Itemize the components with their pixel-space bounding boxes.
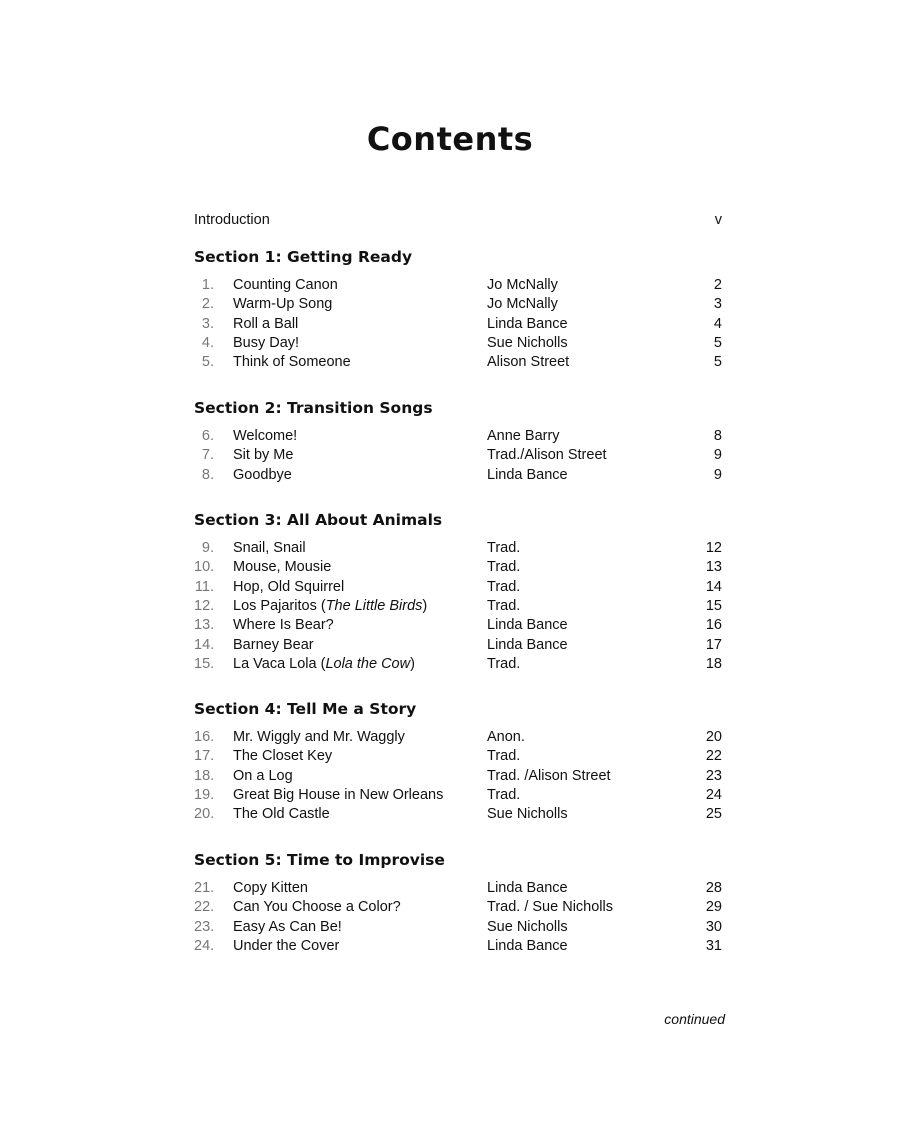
page-number: 29 [705, 899, 722, 916]
section-heading: Section 5: Time to Improvise [194, 851, 445, 869]
song-author: Linda Bance [487, 617, 568, 634]
song-author: Trad. [487, 597, 521, 614]
song-title-text: Los Pajaritos ( [233, 597, 326, 614]
song-number: 14. [194, 636, 215, 653]
song-number: 16. [194, 729, 215, 745]
introduction-page: v [714, 212, 722, 228]
page-number: 15 [705, 597, 722, 614]
song-title-end: ) [422, 597, 428, 614]
song-title-text: The Old Castle [233, 806, 330, 823]
song-number: 2. [201, 296, 214, 313]
song-author: Linda Bance [487, 880, 568, 896]
song-title [233, 445, 293, 465]
toc-row [194, 804, 722, 824]
song-title-translation: Lola the Cow [325, 655, 411, 672]
toc-row [194, 538, 722, 558]
song-number: 21. [194, 880, 215, 896]
song-title-text: Easy As Can Be! [233, 918, 342, 935]
song-title [233, 746, 332, 766]
song-author: Trad. [487, 655, 521, 672]
song-author: Trad. / Sue Nicholls [487, 899, 613, 916]
page-number: 20 [705, 729, 722, 745]
toc-row [194, 766, 722, 786]
page-number: 2 [713, 277, 722, 293]
song-title [233, 635, 314, 655]
song-title [233, 917, 342, 937]
song-title [233, 426, 297, 446]
song-title [233, 465, 292, 485]
song-title [233, 897, 401, 917]
toc-row [194, 465, 722, 485]
song-number: 11. [194, 578, 214, 595]
toc-row [194, 615, 722, 635]
song-title [233, 352, 351, 372]
toc-row [194, 727, 722, 747]
song-title [233, 314, 298, 334]
section-heading: Section 1: Getting Ready [194, 248, 413, 266]
song-author: Sue Nicholls [487, 334, 568, 351]
song-number: 19. [194, 786, 215, 803]
song-author: Trad. [487, 748, 521, 765]
page-number: 30 [705, 918, 722, 935]
song-title [233, 804, 330, 824]
song-number: 17. [194, 748, 215, 765]
page-number: 8 [713, 428, 722, 444]
song-title-text: Counting Canon [233, 277, 338, 293]
song-number: 5. [201, 354, 214, 371]
toc-row [194, 785, 722, 805]
song-title [233, 333, 299, 353]
song-author: Linda Bance [487, 636, 568, 653]
song-title [233, 654, 415, 674]
section-heading: Section 2: Transition Songs [194, 399, 433, 417]
song-title [233, 596, 427, 616]
song-author: Jo McNally [487, 296, 558, 313]
song-title [233, 766, 293, 786]
page-title: Contents [366, 120, 534, 158]
song-number: 9. [201, 540, 214, 556]
song-title [233, 615, 334, 635]
song-title [233, 936, 339, 956]
song-author: Sue Nicholls [487, 918, 568, 935]
song-author: Trad. [487, 786, 521, 803]
song-number: 24. [194, 937, 215, 954]
song-number: 15. [194, 655, 215, 672]
song-title-text: The Closet Key [233, 748, 333, 765]
toc-row [194, 917, 722, 937]
song-number: 23. [194, 918, 215, 935]
song-title [233, 785, 443, 805]
song-title [233, 577, 344, 597]
page-number: 9 [713, 447, 722, 464]
song-title-text: Hop, Old Squirrel [233, 578, 345, 595]
song-title-end: ) [410, 655, 415, 672]
toc-row [194, 746, 722, 766]
song-author: Linda Bance [487, 466, 568, 483]
song-author: Linda Bance [487, 315, 568, 332]
song-title [233, 538, 306, 558]
toc-row [194, 577, 722, 597]
toc-row [194, 557, 722, 577]
toc-row [194, 445, 722, 465]
song-title-text: Warm-Up Song [233, 296, 333, 313]
song-title [233, 275, 338, 295]
toc-row [194, 314, 722, 334]
song-title-text: Mouse, Mousie [233, 559, 332, 576]
song-number: 6. [201, 428, 214, 444]
song-title-text: Barney Bear [233, 636, 314, 653]
toc-row [194, 635, 722, 655]
page-number: 12 [705, 540, 722, 556]
toc-row [194, 294, 722, 314]
page-number: 9 [713, 466, 722, 483]
section-heading: Section 4: Tell Me a Story [194, 700, 417, 718]
page-number: 3 [713, 296, 722, 313]
page-number: 28 [705, 880, 722, 896]
page-number: 17 [705, 636, 722, 653]
song-number: 20. [194, 806, 215, 823]
song-number: 12. [194, 597, 215, 614]
song-number: 8. [201, 466, 214, 483]
song-title-text: Think of Someone [233, 354, 351, 371]
song-number: 4. [201, 334, 214, 351]
song-author: Alison Street [487, 354, 570, 371]
section-heading: Section 3: All About Animals [194, 511, 443, 529]
song-title-text: La Vaca Lola ( [233, 655, 326, 672]
song-number: 1. [201, 277, 214, 293]
song-author: Trad. [487, 540, 521, 556]
toc-row [194, 352, 722, 372]
song-title [233, 294, 332, 314]
toc-row [194, 878, 722, 898]
song-title-text: Under the Cover [233, 937, 340, 954]
song-title-text: Goodbye [233, 466, 292, 483]
toc-row [194, 936, 722, 956]
page-number: 24 [705, 786, 722, 803]
page-number: 5 [713, 354, 722, 371]
page-number: 23 [705, 767, 722, 784]
song-title-translation: The Little Birds [325, 597, 423, 614]
introduction-label: Introduction [194, 212, 270, 228]
song-title-text: Busy Day! [233, 334, 300, 351]
song-number: 13. [194, 617, 215, 634]
song-author: Trad. [487, 559, 521, 576]
song-title-text: On a Log [233, 767, 293, 784]
page-number: 5 [713, 334, 722, 351]
song-number: 3. [201, 315, 214, 332]
song-number: 22. [194, 899, 215, 916]
song-author: Anne Barry [487, 428, 560, 444]
song-title [233, 727, 405, 747]
page-number: 18 [705, 655, 722, 672]
page-number: 22 [705, 748, 722, 765]
song-author: Trad./Alison Street [487, 447, 607, 464]
song-title [233, 557, 331, 577]
toc-row [194, 275, 722, 295]
song-author: Linda Bance [487, 937, 568, 954]
song-title-text: Roll a Ball [233, 315, 299, 332]
song-title-text: Can You Choose a Color? [233, 899, 401, 916]
song-title-text: Where Is Bear? [233, 617, 334, 634]
song-title [233, 878, 308, 898]
song-title-text: Welcome! [233, 428, 298, 444]
page-number: 13 [705, 559, 722, 576]
toc-row [194, 654, 722, 674]
toc-row [194, 897, 722, 917]
page-number: 4 [713, 315, 722, 332]
page-number: 31 [705, 937, 722, 954]
page-number: 14 [705, 578, 722, 595]
song-number: 10. [194, 559, 215, 576]
page-number: 16 [705, 617, 722, 634]
song-number: 18. [194, 767, 215, 784]
song-title-text: Copy Kitten [233, 880, 308, 896]
song-title-text: Great Big House in New Orleans [233, 786, 444, 803]
song-title-text: Sit by Me [233, 447, 294, 464]
toc-row [194, 426, 722, 446]
page-number: 25 [705, 806, 722, 823]
song-author: Trad. [487, 578, 521, 595]
song-author: Sue Nicholls [487, 806, 568, 823]
continued-note: continued [664, 1011, 725, 1027]
song-author: Jo McNally [487, 277, 558, 293]
toc-row [194, 333, 722, 353]
song-title-text: Snail, Snail [233, 540, 306, 556]
introduction-entry [194, 210, 722, 230]
song-title-text: Mr. Wiggly and Mr. Waggly [233, 729, 405, 745]
song-author: Anon. [487, 729, 525, 745]
song-author: Trad. /Alison Street [487, 767, 611, 784]
song-number: 7. [201, 447, 214, 464]
toc-row [194, 596, 722, 616]
